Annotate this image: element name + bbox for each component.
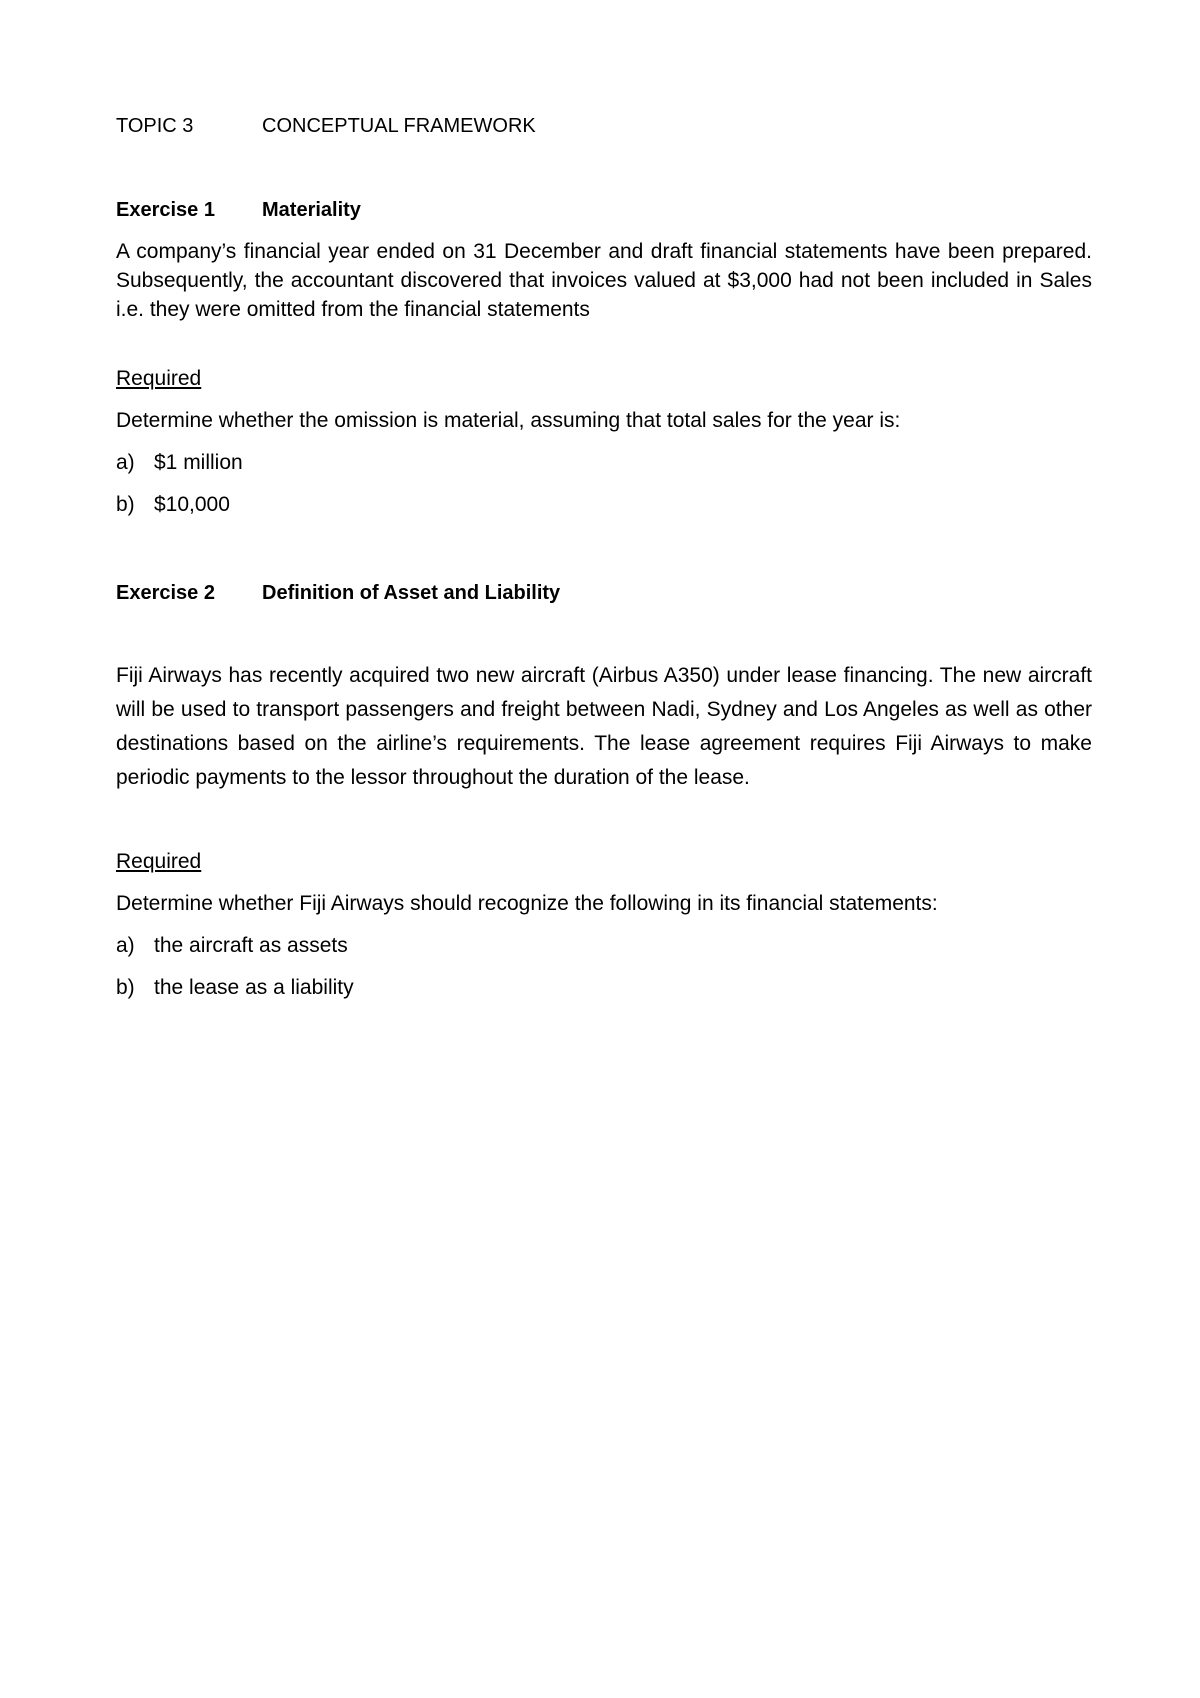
exercise-1-heading bbox=[116, 196, 1092, 224]
topic-heading bbox=[116, 112, 1092, 140]
exercise-1-question: Determine whether the omission is material, assuming that total sales for the year is: bbox=[116, 409, 901, 432]
exercise-2-question: Determine whether Fiji Airways should recognize the following in its financial statements: bbox=[116, 892, 938, 915]
exercise-1-body: A company’s financial year ended on 31 December and draft financial statements have been prepared. Subsequently, the accountant discovered that invoices valued at $3,000 had not been included in Sales i.e. they were omitted from the financial statements bbox=[116, 240, 1092, 321]
exercise-1-option-a bbox=[116, 448, 1092, 477]
exercise-1-number: Exercise 1 bbox=[116, 199, 215, 221]
exercise-2-number: Exercise 2 bbox=[116, 582, 215, 604]
option-marker: a) bbox=[116, 934, 135, 957]
exercise-2-options bbox=[116, 931, 1092, 1002]
option-marker: b) bbox=[116, 493, 135, 516]
option-text: the aircraft as assets bbox=[154, 934, 348, 957]
exercise-1-option-b bbox=[116, 490, 1092, 519]
option-marker: a) bbox=[116, 451, 135, 474]
option-text: $1 million bbox=[154, 451, 243, 474]
exercise-2-title: Definition of Asset and Liability bbox=[262, 582, 561, 604]
exercise-2-required-label: Required bbox=[116, 850, 202, 873]
exercise-1-title: Materiality bbox=[262, 199, 361, 221]
document-content bbox=[116, 112, 1092, 1002]
option-text: the lease as a liability bbox=[154, 976, 354, 999]
option-marker: b) bbox=[116, 976, 135, 999]
topic-title: CONCEPTUAL FRAMEWORK bbox=[262, 115, 536, 137]
topic-number: TOPIC 3 bbox=[116, 115, 194, 137]
exercise-1-required-label: Required bbox=[116, 367, 202, 390]
exercise-2-heading bbox=[116, 579, 1092, 607]
exercise-2-body: Fiji Airways has recently acquired two new aircraft (Airbus A350) under lease financing. The new aircraft will be used to transport passengers and freight between Nadi, Sydney and Los Angeles as well as other destinations based on the airline’s requirements. The lease agreement requires Fiji Airways to make periodic payments to the lessor throughout the duration of the lease. bbox=[116, 664, 1092, 789]
option-text: $10,000 bbox=[154, 493, 230, 516]
exercise-2-option-b bbox=[116, 973, 1092, 1002]
exercise-2-option-a bbox=[116, 931, 1092, 960]
exercise-1-options bbox=[116, 448, 1092, 519]
